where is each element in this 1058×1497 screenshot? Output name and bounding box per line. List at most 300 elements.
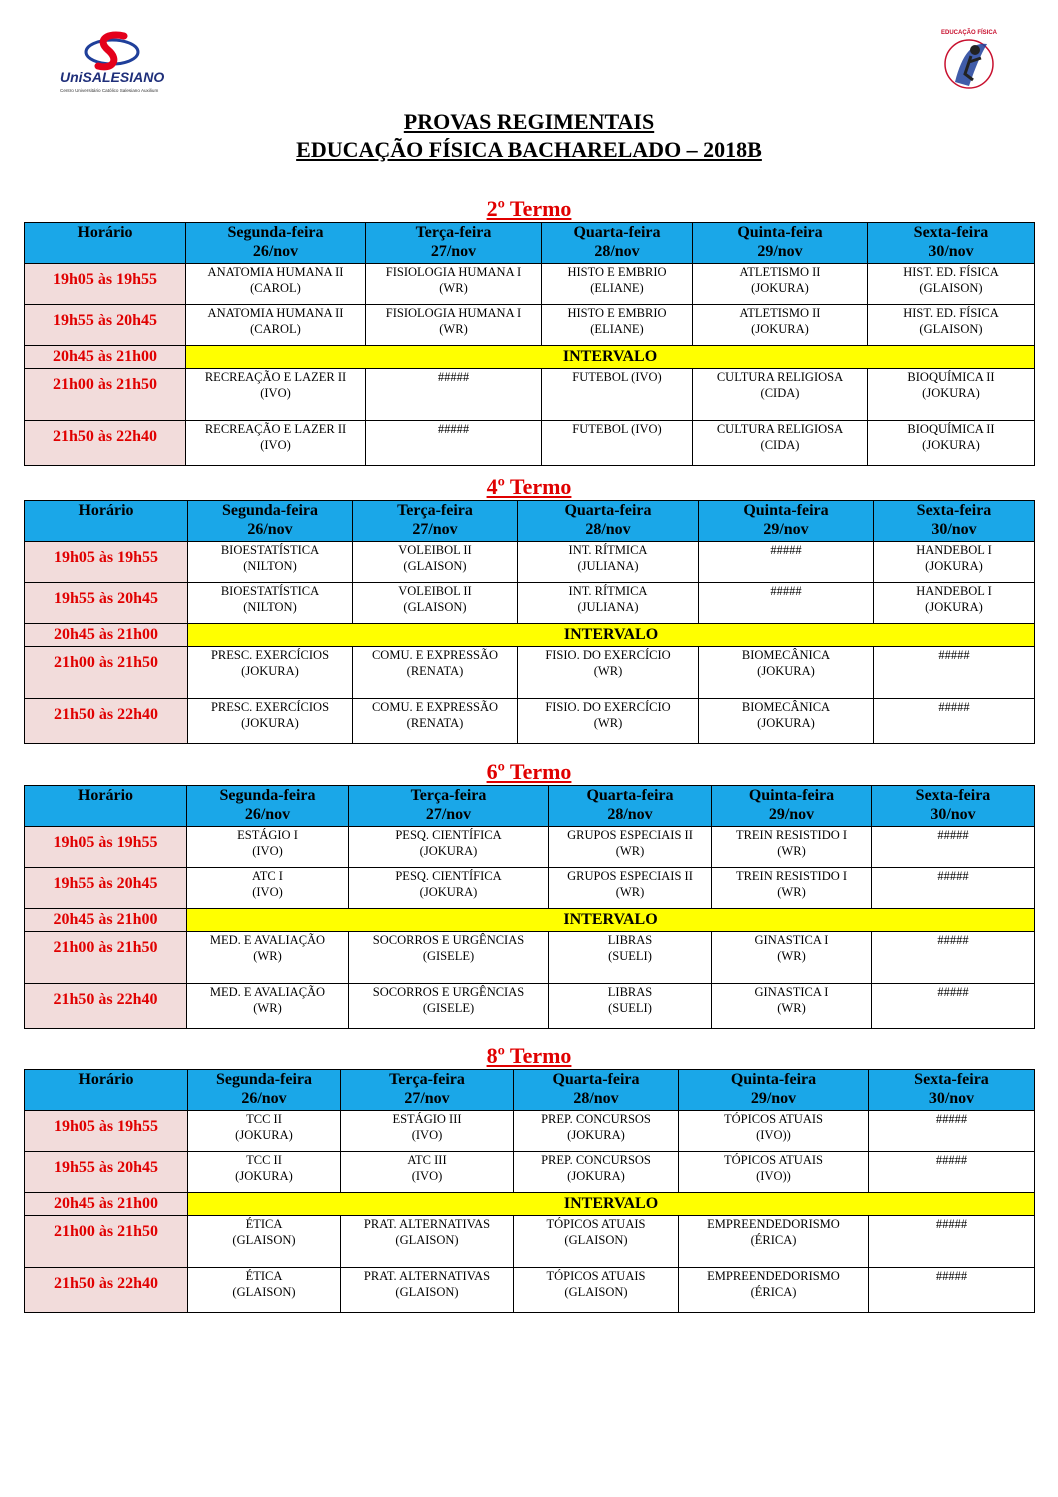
teacher-name: (JULIANA)	[577, 600, 639, 614]
subject-name: GINASTICA I	[754, 933, 829, 947]
subject-name: TÓPICOS ATUAIS	[724, 1112, 823, 1126]
day-date: 28/nov	[573, 1090, 619, 1107]
class-cell	[712, 932, 872, 984]
subject-name: BIOESTATÍSTICA	[220, 543, 320, 557]
header-cell-horario	[25, 1070, 188, 1111]
class-cell	[872, 984, 1035, 1029]
time-slot: 19h05 às 19h55	[25, 542, 188, 583]
day-name: Terça-feira	[415, 224, 492, 241]
teacher-name: (IVO)	[411, 1128, 443, 1142]
document-titles	[0, 108, 1058, 164]
day-name: Quinta-feira	[748, 787, 835, 804]
teacher-name: (SUELI)	[608, 949, 652, 963]
subject-name: INT. RÍTMICA	[568, 543, 648, 557]
header-cell-horario	[25, 501, 188, 542]
teacher-name: (WR)	[439, 322, 468, 336]
day-name: Quarta-feira	[552, 1071, 640, 1088]
subject-name: COMU. E EXPRESSÃO	[371, 700, 499, 714]
subject-name: CULTURA RELIGIOSA	[716, 370, 844, 384]
day-date: 28/nov	[607, 806, 653, 823]
class-cell	[188, 699, 353, 744]
class-cell	[869, 1111, 1035, 1152]
subject-name: TÓPICOS ATUAIS	[546, 1217, 646, 1231]
subject-name: #####	[935, 1112, 968, 1126]
teacher-name: (CIDA)	[760, 438, 800, 452]
subject-name: PESQ. CIENTÍFICA	[395, 869, 502, 883]
subject-name: TREIN RESISTIDO I	[735, 828, 848, 842]
teacher-name: (JOKURA)	[567, 1169, 625, 1183]
subject-name: EMPREENDEDORISMO	[707, 1217, 840, 1231]
subject-name: #####	[938, 648, 970, 662]
header-cell-day	[518, 501, 699, 542]
day-date: 29/nov	[768, 806, 815, 823]
teacher-name: (JOKURA)	[235, 1128, 293, 1142]
term-section-2	[24, 474, 1034, 744]
class-cell	[679, 1268, 869, 1313]
class-cell	[712, 827, 872, 868]
day-date: 29/nov	[750, 1090, 797, 1107]
teacher-name: (GISELE)	[422, 949, 475, 963]
header-row	[25, 1070, 1035, 1111]
teacher-name: (WR)	[777, 844, 806, 858]
subject-name: HANDEBOL I	[916, 543, 992, 557]
class-cell	[518, 542, 699, 583]
subject-name: MED. E AVALIAÇÃO	[209, 985, 326, 999]
header-cell-horario	[25, 786, 187, 827]
table-row	[25, 305, 1035, 346]
day-date: 30/nov	[928, 243, 974, 260]
time-slot: 19h55 às 20h45	[25, 305, 186, 346]
teacher-name: (IVO)	[411, 1169, 443, 1183]
time-slot: 19h55 às 20h45	[25, 1152, 188, 1193]
teacher-name: (WR)	[593, 664, 623, 678]
subject-name: #####	[935, 1153, 968, 1167]
teacher-name: (WR)	[777, 885, 806, 899]
class-cell	[679, 1152, 869, 1193]
document-subtitle: EDUCAÇÃO FÍSICA BACHARELADO – 2018B	[296, 137, 762, 162]
teacher-name: (WR)	[439, 281, 468, 295]
teacher-name: (GLAISON)	[403, 559, 467, 573]
teacher-name: (JOKURA)	[567, 1128, 625, 1142]
class-cell	[693, 369, 868, 421]
day-name: Sexta-feira	[914, 1071, 989, 1088]
teacher-name: (JOKURA)	[922, 438, 980, 452]
day-date: 30/nov	[930, 806, 976, 823]
day-date: 27/nov	[412, 521, 458, 538]
time-slot: 21h50 às 22h40	[25, 699, 188, 744]
class-cell	[518, 699, 699, 744]
day-date: 29/nov	[763, 521, 809, 538]
subject-name: TREIN RESISTIDO I	[735, 869, 848, 883]
schedule-table	[24, 222, 1035, 466]
table-row	[25, 984, 1035, 1029]
class-cell	[712, 868, 872, 909]
time-slot: 21h50 às 22h40	[25, 1268, 188, 1313]
day-date: 27/nov	[430, 243, 477, 260]
class-cell	[549, 932, 712, 984]
class-cell	[349, 827, 549, 868]
header-cell-day	[872, 786, 1035, 827]
subject-name: VOLEIBOL II	[398, 584, 472, 598]
teacher-name: (JOKURA)	[922, 386, 980, 400]
day-date: 26/nov	[244, 806, 291, 823]
schedule-table	[24, 785, 1035, 1029]
header-cell-day	[549, 786, 712, 827]
time-slot: 21h50 às 22h40	[25, 421, 186, 466]
teacher-name: (JOKURA)	[751, 322, 809, 336]
table-row	[25, 542, 1035, 583]
teacher-name: (JOKURA)	[235, 1169, 293, 1183]
header-cell-day	[679, 1070, 869, 1111]
header-cell-day	[693, 223, 868, 264]
subject-name: BIOQUÍMICA II	[907, 370, 995, 384]
subject-name: PESQ. CIENTÍFICA	[395, 828, 502, 842]
teacher-name: (GLAISON)	[395, 1233, 459, 1247]
class-cell	[549, 868, 712, 909]
day-date: 28/nov	[585, 521, 631, 538]
class-cell	[872, 868, 1035, 909]
subject-name: #####	[770, 584, 802, 598]
subject-name: FISIOLOGIA HUMANA I	[385, 306, 522, 320]
table-row	[25, 1152, 1035, 1193]
subject-name: TÓPICOS ATUAIS	[546, 1269, 646, 1283]
day-name: Quarta-feira	[573, 224, 661, 241]
teacher-name: (JULIANA)	[577, 559, 639, 573]
class-cell	[868, 264, 1035, 305]
header-cell-horario	[25, 223, 186, 264]
subject-name: SOCORROS E URGÊNCIAS	[372, 933, 525, 947]
header-cell-day	[366, 223, 542, 264]
day-date: 30/nov	[931, 521, 977, 538]
class-cell	[549, 984, 712, 1029]
term-section-1	[24, 196, 1034, 466]
time-slot: 21h50 às 22h40	[25, 984, 187, 1029]
subject-name: ATC I	[252, 869, 283, 883]
subject-name: MED. E AVALIAÇÃO	[209, 933, 326, 947]
subject-name: #####	[770, 543, 802, 557]
teacher-name: (GLAISON)	[919, 281, 983, 295]
teacher-name: (JOKURA)	[757, 716, 815, 730]
class-cell	[712, 984, 872, 1029]
teacher-name: (ÉRICA)	[750, 1233, 797, 1247]
subject-name: EMPREENDEDORISMO	[707, 1269, 840, 1283]
subject-name: TCC II	[246, 1112, 282, 1126]
class-cell	[869, 1268, 1035, 1313]
subject-name: HISTO E EMBRIO	[567, 265, 667, 279]
subject-name: ESTÁGIO III	[392, 1112, 462, 1126]
teacher-name: (NILTON)	[243, 559, 297, 573]
subject-name: RECREAÇÃO E LAZER II	[204, 422, 347, 436]
subject-name: HIST. ED. FÍSICA	[903, 265, 999, 279]
day-name: Sexta-feira	[913, 224, 989, 241]
header-cell-day	[514, 1070, 679, 1111]
class-cell	[868, 421, 1035, 466]
class-cell	[518, 647, 699, 699]
class-cell	[868, 305, 1035, 346]
day-name: Segunda-feira	[219, 787, 316, 804]
teacher-name: (GLAISON)	[403, 600, 467, 614]
day-name: Segunda-feira	[227, 224, 324, 241]
teacher-name: (WR)	[593, 716, 623, 730]
day-name: Sexta-feira	[916, 502, 992, 519]
day-name: Horário	[78, 1071, 134, 1088]
day-name: Quinta-feira	[737, 224, 823, 241]
day-date: 27/nov	[404, 1090, 450, 1107]
class-cell	[514, 1111, 679, 1152]
class-cell	[341, 1111, 514, 1152]
class-cell	[341, 1268, 514, 1313]
class-cell	[869, 1152, 1035, 1193]
teacher-name: (IVO))	[756, 1169, 791, 1183]
header-cell-day	[188, 1070, 341, 1111]
subject-name: #####	[937, 828, 969, 842]
time-slot: 19h05 às 19h55	[25, 827, 187, 868]
subject-name: PRESC. EXERCÍCIOS	[210, 700, 330, 714]
table-row	[25, 868, 1035, 909]
subject-name: HANDEBOL I	[916, 584, 992, 598]
table-row	[25, 1268, 1035, 1313]
interval-cell: INTERVALO	[187, 909, 1035, 932]
subject-name: #####	[937, 933, 969, 947]
header-row	[25, 786, 1035, 827]
table-row	[25, 1216, 1035, 1268]
subject-name: FUTEBOL (IVO)	[572, 422, 662, 436]
teacher-name: (ÉRICA)	[750, 1285, 797, 1299]
teacher-name: (ELIANE)	[590, 322, 644, 336]
unisalesiano-logo	[50, 30, 180, 100]
subject-name: LIBRAS	[607, 985, 653, 999]
teacher-name: (GLAISON)	[395, 1285, 459, 1299]
subject-name: ANATOMIA HUMANA II	[207, 306, 344, 320]
teacher-name: (IVO))	[756, 1128, 791, 1142]
subject-name: FISIO. DO EXERCÍCIO	[545, 700, 671, 714]
subject-name: #####	[935, 1269, 968, 1283]
teacher-name: (GLAISON)	[232, 1233, 296, 1247]
class-cell	[188, 583, 353, 624]
class-cell	[186, 264, 366, 305]
day-name: Quarta-feira	[586, 787, 674, 804]
table-row	[25, 932, 1035, 984]
header-cell-day	[341, 1070, 514, 1111]
class-cell	[549, 827, 712, 868]
class-cell	[341, 1152, 514, 1193]
subject-name: INT. RÍTMICA	[568, 584, 648, 598]
class-cell	[187, 827, 349, 868]
class-cell	[874, 699, 1035, 744]
class-cell	[699, 542, 874, 583]
subject-name: FISIO. DO EXERCÍCIO	[545, 648, 671, 662]
teacher-name: (WR)	[615, 844, 645, 858]
teacher-name: (JOKURA)	[925, 600, 983, 614]
teacher-name: (CIDA)	[760, 386, 800, 400]
time-slot: 19h55 às 20h45	[25, 868, 187, 909]
term-section-3	[24, 759, 1034, 1029]
teacher-name: (IVO)	[260, 386, 291, 400]
teacher-name: (WR)	[615, 885, 645, 899]
day-name: Segunda-feira	[216, 1071, 312, 1088]
interval-cell: INTERVALO	[188, 624, 1035, 647]
class-cell	[514, 1268, 679, 1313]
table-row	[25, 264, 1035, 305]
class-cell	[699, 583, 874, 624]
interval-cell: INTERVALO	[188, 1193, 1035, 1216]
day-date: 29/nov	[757, 243, 803, 260]
class-cell	[188, 1152, 341, 1193]
table-row	[25, 827, 1035, 868]
class-cell	[868, 369, 1035, 421]
subject-name: FISIOLOGIA HUMANA I	[385, 265, 522, 279]
class-cell	[699, 699, 874, 744]
schedule-table	[24, 1069, 1035, 1313]
class-cell	[349, 932, 549, 984]
teacher-name: (JOKURA)	[419, 844, 478, 858]
subject-name: #####	[935, 1217, 968, 1231]
teacher-name: (WR)	[777, 1001, 806, 1015]
class-cell	[366, 305, 542, 346]
interval-row	[25, 624, 1035, 647]
class-cell	[869, 1216, 1035, 1268]
class-cell	[366, 369, 542, 421]
class-cell	[679, 1216, 869, 1268]
subject-name: ESTÁGIO I	[237, 828, 298, 842]
term-title: 6º Termo	[486, 759, 572, 784]
header-cell-day	[353, 501, 518, 542]
class-cell	[188, 1111, 341, 1152]
subject-name: #####	[937, 869, 969, 883]
subject-name: ÉTICA	[245, 1217, 283, 1231]
term-title: 8º Termo	[486, 1043, 572, 1068]
day-name: Quinta-feira	[743, 502, 829, 519]
header-cell-day	[874, 501, 1035, 542]
teacher-name: (IVO)	[252, 844, 283, 858]
day-name: Terça-feira	[397, 502, 473, 519]
table-row	[25, 1111, 1035, 1152]
class-cell	[349, 868, 549, 909]
table-row	[25, 421, 1035, 466]
day-date: 26/nov	[252, 243, 299, 260]
class-cell	[353, 542, 518, 583]
subject-name: GRUPOS ESPECIAIS II	[567, 869, 693, 883]
class-cell	[542, 305, 693, 346]
header-cell-day	[349, 786, 549, 827]
document-title: PROVAS REGIMENTAIS	[403, 109, 655, 134]
header-row	[25, 223, 1035, 264]
subject-name: #####	[938, 700, 970, 714]
teacher-name: (CAROL)	[250, 322, 301, 336]
term-title: 2º Termo	[486, 196, 572, 221]
interval-row	[25, 909, 1035, 932]
teacher-name: (WR)	[253, 1001, 282, 1015]
class-cell	[872, 827, 1035, 868]
teacher-name: (GLAISON)	[564, 1285, 628, 1299]
subject-name: ANATOMIA HUMANA II	[207, 265, 344, 279]
class-cell	[699, 647, 874, 699]
teacher-name: (WR)	[253, 949, 282, 963]
header-cell-day	[188, 501, 353, 542]
subject-name: RECREAÇÃO E LAZER II	[204, 370, 347, 384]
subject-name: BIOMECÂNICA	[741, 700, 831, 714]
teacher-name: (RENATA)	[406, 664, 464, 678]
teacher-name: (JOKURA)	[241, 664, 299, 678]
header-cell-day	[869, 1070, 1035, 1111]
teacher-name: (JOKURA)	[925, 559, 983, 573]
subject-name: ATC III	[407, 1153, 447, 1167]
subject-name: #####	[937, 985, 969, 999]
subject-name: SOCORROS E URGÊNCIAS	[372, 985, 525, 999]
class-cell	[518, 583, 699, 624]
class-cell	[693, 305, 868, 346]
subject-name: BIOESTATÍSTICA	[220, 584, 320, 598]
teacher-name: (RENATA)	[406, 716, 464, 730]
term-section-4	[24, 1043, 1034, 1313]
subject-name: PRESC. EXERCÍCIOS	[210, 648, 330, 662]
subject-name: TCC II	[246, 1153, 282, 1167]
class-cell	[188, 542, 353, 583]
day-name: Terça-feira	[410, 787, 487, 804]
teacher-name: (GLAISON)	[919, 322, 983, 336]
teacher-name: (GLAISON)	[232, 1285, 296, 1299]
logo-right-text: EDUCAÇÃO FÍSICA	[941, 30, 998, 36]
subject-name: LIBRAS	[607, 933, 653, 947]
day-date: 30/nov	[928, 1090, 975, 1107]
class-cell	[186, 369, 366, 421]
class-cell	[366, 264, 542, 305]
subject-name: TÓPICOS ATUAIS	[724, 1153, 823, 1167]
day-name: Terça-feira	[389, 1071, 465, 1088]
teacher-name: (JOKURA)	[751, 281, 809, 295]
header-cell-day	[712, 786, 872, 827]
teacher-name: (WR)	[777, 949, 806, 963]
class-cell	[341, 1216, 514, 1268]
header-cell-day	[868, 223, 1035, 264]
class-cell	[186, 421, 366, 466]
class-cell	[874, 647, 1035, 699]
time-slot: 21h00 às 21h50	[25, 1216, 188, 1268]
time-slot: 21h00 às 21h50	[25, 932, 187, 984]
class-cell	[542, 369, 693, 421]
teacher-name: (JOKURA)	[419, 885, 478, 899]
teacher-name: (GISELE)	[422, 1001, 475, 1015]
class-cell	[693, 421, 868, 466]
class-cell	[187, 984, 349, 1029]
class-cell	[187, 932, 349, 984]
subject-name: ATLETISMO II	[739, 265, 821, 279]
subject-name: PREP. CONCURSOS	[541, 1112, 651, 1126]
table-row	[25, 369, 1035, 421]
subject-name: COMU. E EXPRESSÃO	[371, 648, 499, 662]
time-slot: 21h00 às 21h50	[25, 369, 186, 421]
day-date: 26/nov	[241, 1090, 287, 1107]
day-name: Segunda-feira	[222, 502, 318, 519]
day-date: 27/nov	[425, 806, 472, 823]
interval-row	[25, 1193, 1035, 1216]
class-cell	[353, 583, 518, 624]
teacher-name: (ELIANE)	[590, 281, 644, 295]
interval-cell: INTERVALO	[186, 346, 1035, 369]
logo-left-text: UniSALESIANO	[60, 69, 165, 85]
subject-name: GINASTICA I	[754, 985, 829, 999]
header-row	[25, 501, 1035, 542]
time-slot: 20h45 às 21h00	[25, 1193, 188, 1216]
class-cell	[542, 264, 693, 305]
subject-name: FUTEBOL (IVO)	[572, 370, 662, 384]
header-cell-day	[542, 223, 693, 264]
term-title: 4º Termo	[486, 474, 572, 499]
subject-name: GRUPOS ESPECIAIS II	[567, 828, 693, 842]
subject-name: HIST. ED. FÍSICA	[903, 306, 999, 320]
subject-name: BIOQUÍMICA II	[907, 422, 995, 436]
subject-name: #####	[437, 370, 470, 384]
